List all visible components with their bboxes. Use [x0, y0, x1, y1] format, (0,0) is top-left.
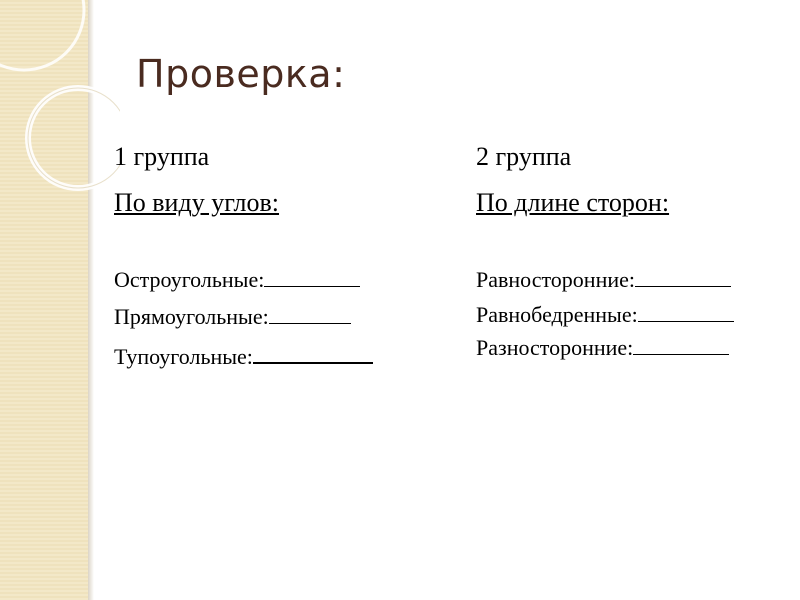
- item-label: Тупоугольные:: [114, 344, 253, 369]
- slide-title: Проверка:: [136, 52, 346, 96]
- item-label: Равносторонние:: [476, 267, 635, 292]
- group-2-category: По длине сторон:: [476, 188, 670, 217]
- group-2-heading: 2 группа: [476, 142, 572, 171]
- answer-blank: [269, 305, 351, 324]
- answer-blank: [635, 268, 731, 287]
- decorative-circles-icon: [0, 0, 120, 220]
- item-label: Остроугольные:: [114, 267, 265, 292]
- answer-line-isosceles: [476, 303, 796, 327]
- item-label: Разносторонние:: [476, 335, 634, 360]
- group-1-heading: 1 группа: [114, 142, 210, 171]
- item-label: Прямоугольные:: [114, 304, 269, 329]
- answer-line-right: [114, 305, 434, 329]
- answer-blank: [638, 303, 734, 322]
- answer-line-acute: [114, 268, 434, 292]
- group-1-category: По виду углов:: [114, 188, 280, 217]
- answer-blank: [264, 268, 360, 287]
- answer-blank: [633, 336, 729, 355]
- answer-blank: [253, 344, 373, 364]
- group-2-column: [476, 140, 796, 360]
- group-1-column: [114, 140, 434, 368]
- answer-line-obtuse: [114, 344, 434, 368]
- answer-line-scalene: [476, 336, 796, 360]
- item-label: Равнобедренные:: [476, 302, 638, 327]
- answer-line-equilateral: [476, 268, 796, 292]
